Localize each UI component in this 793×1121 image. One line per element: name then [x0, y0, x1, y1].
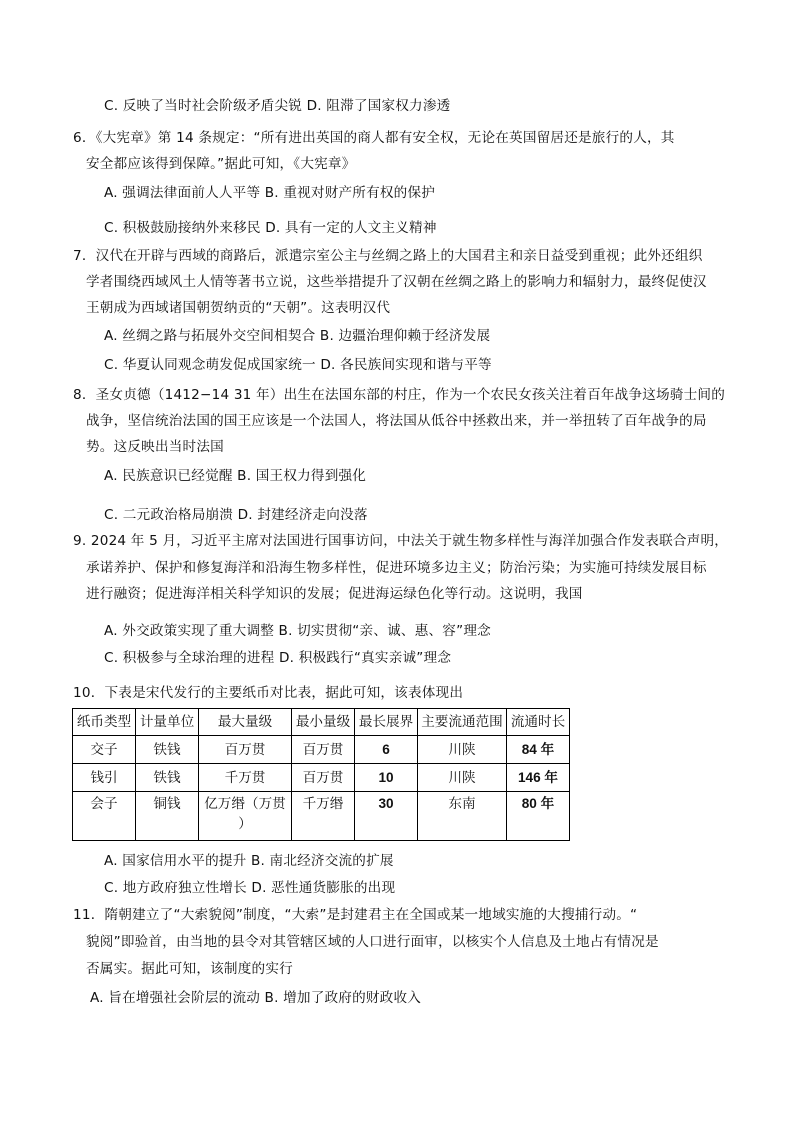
table-cell: 146 年	[507, 764, 570, 792]
q5-options-cd: C. 反映了当时社会阶级矛盾尖锐 D. 阻滞了国家权力渗透	[104, 98, 451, 114]
q7-options-ab: A. 丝绸之路与拓展外交空间相契合 B. 边疆治理仰赖于经济发展	[104, 328, 491, 344]
q11-stem-line1: 11．隋朝建立了“大索貌阅”制度，“大索”是封建君主在全国或某一地域实施的大搜捕行动。“	[73, 907, 638, 923]
q9-stem-line3: 进行融资；促进海洋相关科学知识的发展；促进海运绿色化等行动。这说明，我国	[86, 586, 583, 602]
q6-stem-line2: 安全都应该得到保障。”据此可知，《大宪章》	[86, 156, 356, 172]
table-header-cell: 主要流通范围	[418, 709, 507, 736]
q6-options-ab: A. 强调法律面前人人平等 B. 重视对财产所有权的保护	[104, 185, 436, 201]
table-header-cell: 计量单位	[136, 709, 199, 736]
q10-options-ab: A. 国家信用水平的提升 B. 南北经济交流的扩展	[104, 853, 394, 869]
table-cell: 铁钱	[136, 764, 199, 792]
table-cell: 千万贯	[199, 764, 292, 792]
table-cell-wrapped	[199, 792, 292, 841]
table-cell: 千万缗	[292, 792, 355, 841]
q9-options-cd: C. 积极参与全球治理的进程 D. 积极践行“真实亲诚”理念	[104, 650, 452, 666]
table-cell: 铁钱	[136, 736, 199, 764]
q10-stem: 10．下表是宋代发行的主要纸币对比表，据此可知，该表体现出	[73, 685, 464, 701]
q7-stem-line2: 学者围绕西域风土人情等著书立说，这些举措提升了汉朝在丝绸之路上的影响力和辐射力，最终促使汉	[86, 274, 707, 290]
q8-options-ab: A. 民族意识已经觉醒 B. 国王权力得到强化	[104, 468, 367, 484]
q6-options-cd: C. 积极鼓励接纳外来移民 D. 具有一定的人文主义精神	[104, 220, 437, 236]
table-cell: 百万贯	[292, 736, 355, 764]
table-cell: 30	[355, 792, 418, 841]
table-row	[73, 764, 570, 792]
table-cell: 东南	[418, 792, 507, 841]
q11-stem-line2: 貌阅”即验首，由当地的县令对其管辖区域的人口进行面审，以核实个人信息及土地占有情况是	[86, 934, 659, 950]
table-row	[73, 736, 570, 764]
table-row	[73, 792, 570, 841]
q9-stem-line1: 9. 2024 年 5 月，习近平主席对法国进行国事访问，中法关于就生物多样性与海洋加强合作发表联合声明，	[73, 533, 729, 549]
q6-stem-line1: 6．《大宪章》第 14 条规定：“所有进出英国的商人都有安全权，无论在英国留居还是旅行的人，其	[73, 130, 675, 146]
table-cell: 10	[355, 764, 418, 792]
q10-options-cd: C. 地方政府独立性增长 D. 恶性通货膨胀的出现	[104, 880, 396, 896]
table-header-cell: 最长展界	[355, 709, 418, 736]
table-cell: 84 年	[507, 736, 570, 764]
q8-stem-line3: 势。这反映出当时法国	[86, 439, 224, 455]
table-cell: 川陕	[418, 764, 507, 792]
table-cell: 川陕	[418, 736, 507, 764]
table-header-row	[73, 709, 570, 736]
table-header-cell: 最小量级	[292, 709, 355, 736]
q8-stem-line2: 战争，坚信统治法国的国王应该是一个法国人，将法国从低谷中拯救出来，并一举扭转了百年战争的局	[86, 413, 707, 429]
table-cell-line1: 亿万缗（万贯	[204, 796, 286, 812]
table-cell: 会子	[73, 792, 136, 841]
q11-stem-line3: 否属实。据此可知，该制度的实行	[86, 961, 293, 977]
q7-options-cd: C. 华夏认同观念萌发促成国家统一 D. 各民族间实现和谐与平等	[104, 357, 492, 373]
table-cell: 80 年	[507, 792, 570, 841]
table-cell: 6	[355, 736, 418, 764]
q9-options-ab: A. 外交政策实现了重大调整 B. 切实贯彻“亲、诚、惠、容”理念	[104, 623, 491, 639]
table-header-cell: 最大量级	[199, 709, 292, 736]
table-header-cell: 流通时长	[507, 709, 570, 736]
paper-currency-table	[72, 708, 570, 841]
table-header-cell: 纸币类型	[73, 709, 136, 736]
q8-stem-line1: 8．圣女贞德（1412−14 31 年）出生在法国东部的村庄，作为一个农民女孩关注着百年战争这场骑士间的	[73, 387, 726, 403]
q7-stem-line3: 王朝成为西域诸国朝贺纳贡的“天朝”。这表明汉代	[86, 300, 391, 316]
table-cell: 钱引	[73, 764, 136, 792]
q11-options-ab: A. 旨在增强社会阶层的流动 B. 增加了政府的财政收入	[90, 990, 422, 1006]
q7-stem-line1: 7．汉代在开辟与西域的商路后，派遣宗室公主与丝绸之路上的大国君主和亲日益受到重视；此外还组织	[73, 248, 703, 264]
table-cell: 铜钱	[136, 792, 199, 841]
table-cell: 交子	[73, 736, 136, 764]
table-cell: 百万贯	[292, 764, 355, 792]
q8-options-cd: C. 二元政治格局崩溃 D. 封建经济走向没落	[104, 507, 368, 523]
table-cell-line2: ）	[238, 816, 252, 832]
table-cell: 百万贯	[199, 736, 292, 764]
q9-stem-line2: 承诺养护、保护和修复海洋和沿海生物多样性，促进环境多边主义；防治污染；为实施可持续发展目标	[86, 560, 707, 576]
